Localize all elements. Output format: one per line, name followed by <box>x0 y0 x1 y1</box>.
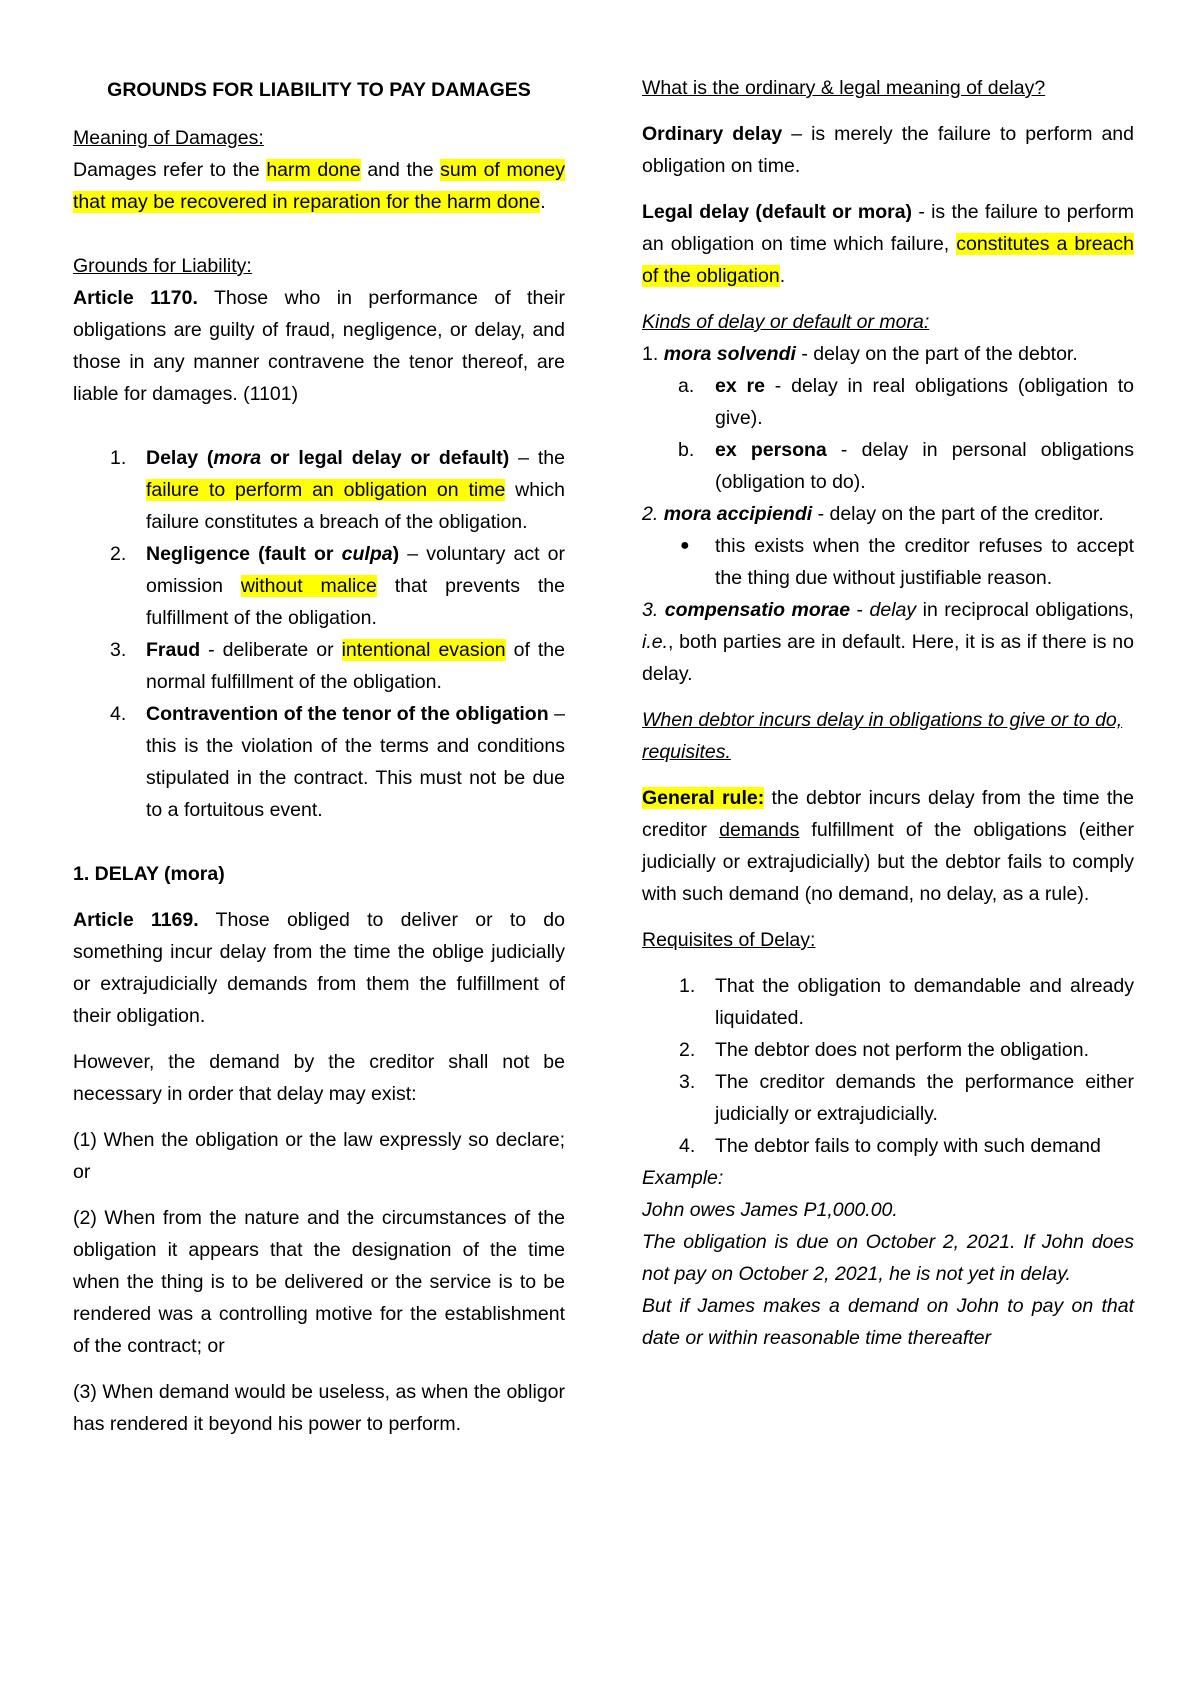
list-item <box>73 698 565 826</box>
meaning-text: Damages refer to the <box>73 159 267 181</box>
term: or legal delay or default) <box>261 447 510 469</box>
kind-compensatio-morae <box>642 594 1134 690</box>
definition-text: - delay on the part of the debtor. <box>795 343 1078 365</box>
definition-text-italic: delay <box>869 599 917 621</box>
definition-text: – voluntary act or omission <box>146 543 565 597</box>
term: mora solvendi <box>663 343 796 365</box>
list-item <box>642 1066 1134 1130</box>
kinds-heading: Kinds of delay or default or mora: <box>642 311 930 333</box>
underlined-text: demands <box>719 819 800 841</box>
definition-text: - delay on the part of the creditor. <box>812 503 1104 525</box>
highlight-sum-of-money: sum of money that may be recovered in reparation for the harm done <box>73 159 565 213</box>
list-item <box>73 442 565 538</box>
definition-text: - delay in personal obligations (obligation to do). <box>715 439 1134 493</box>
list-letter: a. <box>678 375 695 397</box>
definition-text: - is the failure to perform an obligation on time which failure, <box>642 201 1134 255</box>
list-number: 4. <box>110 703 127 725</box>
term: Contravention of the tenor of the obligation <box>146 703 549 725</box>
term: Negligence (fault or <box>146 543 342 565</box>
definition-text: – the <box>509 447 565 469</box>
term: ) <box>392 543 400 565</box>
example-label: Example: <box>642 1167 724 1189</box>
kind-mora-solvendi <box>642 338 1134 370</box>
term-italic: mora <box>213 447 262 469</box>
list-item <box>642 434 1134 498</box>
definition-text: of the normal fulfillment of the obligation. <box>146 639 565 693</box>
highlight-label: General rule: <box>642 787 765 809</box>
definition-text: that prevents the fulfillment of the obligation. <box>146 575 565 629</box>
list-number: 2. <box>679 1039 696 1061</box>
requisite-text: That the obligation to demandable and already liquidated. <box>715 975 1134 1029</box>
requisites-heading: Requisites of Delay: <box>642 929 816 951</box>
delay-heading: 1. DELAY (mora) <box>73 863 225 885</box>
list-number: 3. <box>110 639 127 661</box>
list-item <box>642 1130 1134 1162</box>
however-paragraph: However, the demand by the creditor shall not be necessary in order that delay may exist: <box>73 1051 565 1105</box>
list-item <box>642 1034 1134 1066</box>
list-item <box>73 538 565 634</box>
exception-2: (2) When from the nature and the circumstances of the obligation it appears that the designation of the time when the thing is to be delivered or the service is to be rendered was a controlling motive for the establishment of the contract; or <box>73 1207 565 1357</box>
term: compensatio morae <box>664 599 851 621</box>
definition-text: fulfillment of the obligations (either judicially or extrajudicially) but the debtor fails to comply with such demand (no demand, no delay, as a rule). <box>642 819 1134 905</box>
when-heading: When debtor incurs delay in obligations to give or to do, requisites. <box>642 709 1123 763</box>
article-1169 <box>73 904 565 1032</box>
highlight-harm-done: harm done <box>266 159 361 181</box>
list-item <box>73 634 565 698</box>
bullet-icon: ● <box>680 537 690 554</box>
article-text: Those who in performance of their obligations are guilty of fraud, negligence, or delay, and those in any manner contravene the tenor thereof, are liable for damages. (1101) <box>73 287 565 405</box>
list-item <box>642 970 1134 1034</box>
kind-mora-accipiendi <box>642 498 1134 530</box>
term: Ordinary delay <box>642 123 783 145</box>
example-line: The obligation is due on October 2, 2021. If John does not pay on October 2, 2021, he is not yet in delay. <box>642 1231 1134 1285</box>
definition-text: - delay in real obligations (obligation to give). <box>715 375 1134 429</box>
term: ex persona <box>715 439 827 461</box>
term: mora accipiendi <box>663 503 813 525</box>
definition-text: - <box>850 599 870 621</box>
definition-text: the debtor incurs delay from the time the creditor <box>642 787 1134 841</box>
definition-text: - deliberate or <box>200 639 342 661</box>
list-number: 1. <box>642 343 664 365</box>
definition-text: – is merely the failure to perform and obligation on time. <box>642 123 1134 177</box>
meaning-paragraph <box>73 154 565 218</box>
article-label: Article 1169. <box>73 909 199 931</box>
list-number: 1. <box>110 447 127 469</box>
right-column <box>642 72 1134 1354</box>
definition-text: , both parties are in default. Here, it is as if there is no delay. <box>642 631 1134 685</box>
list-item <box>642 530 1134 594</box>
requisite-text: The creditor demands the performance either judicially or extrajudicially. <box>715 1071 1134 1125</box>
meaning-text: . <box>540 191 546 213</box>
list-number: 2. <box>110 543 127 565</box>
page-title: GROUNDS FOR LIABILITY TO PAY DAMAGES <box>107 79 531 101</box>
list-item <box>642 370 1134 434</box>
general-rule <box>642 782 1134 910</box>
delay-question-heading: What is the ordinary & legal meaning of delay? <box>642 77 1046 99</box>
definition-text: this exists when the creditor refuses to accept the thing due without justifiable reason. <box>715 535 1134 589</box>
list-number: 2. <box>642 503 664 525</box>
exception-3: (3) When demand would be useless, as when the obligor has rendered it beyond his power to perform. <box>73 1381 565 1435</box>
mora-solvendi-sublist <box>642 370 1134 498</box>
legal-delay <box>642 196 1134 292</box>
meaning-heading: Meaning of Damages: <box>73 127 264 149</box>
highlight-text: intentional evasion <box>341 639 506 661</box>
example-line: But if James makes a demand on John to pay on that date or within reasonable time thereafter <box>642 1295 1134 1349</box>
list-number: 3. <box>642 599 665 621</box>
highlight-text: constitutes a breach of the obligation <box>642 233 1134 287</box>
requisite-text: The debtor fails to comply with such demand <box>715 1135 1101 1157</box>
article-label: Article 1170. <box>73 287 198 309</box>
ordinary-delay <box>642 118 1134 182</box>
example-line: John owes James P1,000.00. <box>642 1199 898 1221</box>
article-text: Those obliged to deliver or to do something incur delay from the time the oblige judicially or extrajudicially demands from them the fulfillment of their obligation. <box>73 909 565 1027</box>
requisites-list <box>642 970 1134 1162</box>
list-letter: b. <box>678 439 695 461</box>
term: Fraud <box>146 639 201 661</box>
highlight-text: failure to perform an obligation on time <box>146 479 506 501</box>
definition-text: – this is the violation of the terms and conditions stipulated in the contract. This must not be due to a fortuitous event. <box>146 703 565 821</box>
term: ex re <box>715 375 765 397</box>
term: Delay ( <box>146 447 214 469</box>
term: Legal delay (default or mora) <box>642 201 913 223</box>
list-number: 3. <box>679 1071 696 1093</box>
grounds-list <box>73 442 565 826</box>
left-column <box>73 72 565 1440</box>
list-number: 4. <box>679 1135 696 1157</box>
exception-1: (1) When the obligation or the law expressly so declare; or <box>73 1129 565 1183</box>
grounds-heading: Grounds for Liability: <box>73 255 252 277</box>
definition-text: . <box>779 265 786 287</box>
term-italic: culpa <box>341 543 393 565</box>
list-number: 1. <box>679 975 696 997</box>
highlight-text: without malice <box>240 575 377 597</box>
requisite-text: The debtor does not perform the obligation. <box>715 1039 1089 1061</box>
definition-text: which failure constitutes a breach of the obligation. <box>146 479 565 533</box>
definition-text-italic: i.e. <box>642 631 669 653</box>
article-1170 <box>73 282 565 410</box>
mora-accipiendi-bullets <box>642 530 1134 594</box>
definition-text: in reciprocal obligations, <box>916 599 1134 621</box>
meaning-text: and the <box>360 159 441 181</box>
